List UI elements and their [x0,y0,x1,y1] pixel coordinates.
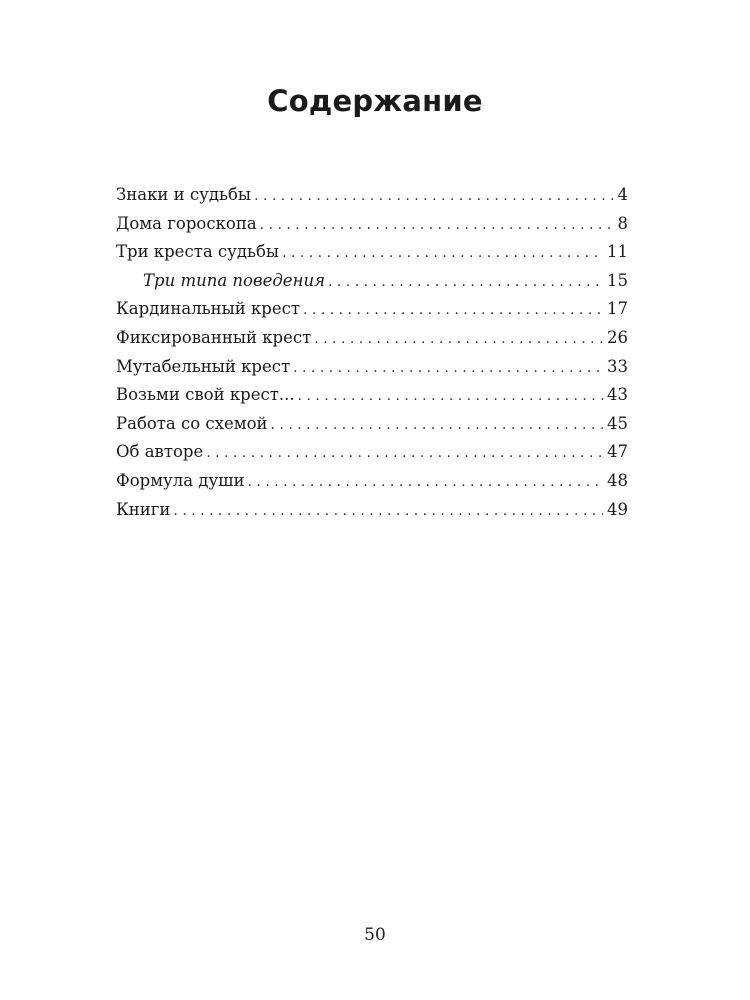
toc-entry-page: 49 [607,499,628,519]
dot-leader [282,239,603,268]
toc-entry-page: 8 [617,213,628,233]
dot-leader [206,439,603,468]
toc-entry [116,381,628,410]
toc-entry [116,496,628,525]
toc-subentry [116,267,628,296]
toc-entry-label: Об авторе [116,442,204,462]
toc-entry-page: 15 [607,270,628,290]
toc-entry-page: 17 [607,299,628,319]
toc-entry-page: 4 [617,185,628,204]
toc-entry-page: 43 [607,385,628,405]
toc-entry [116,238,628,267]
dot-leader [328,268,603,297]
toc-entry [116,210,628,239]
toc-entry-label: Возьми свой крест... [116,385,295,405]
toc-entry-page: 26 [607,327,628,347]
page-title: Содержание [267,84,483,118]
toc-entry-page: 45 [607,413,628,433]
dot-leader [248,468,603,497]
toc-entry-page: 11 [607,242,628,262]
toc-entry-page: 48 [607,470,628,490]
dot-leader [314,325,603,354]
toc-entry [116,324,628,353]
toc-entry-label: Кардинальный крест [116,299,301,319]
toc-entry-label: Знаки и судьбы [116,185,252,204]
toc-entry-label: Фиксированный крест [116,327,312,347]
page-number: 50 [364,925,386,945]
toc-entry-label: Формула души [116,470,245,490]
toc-entry-label: Работа со схемой [116,413,268,433]
dot-leader [271,411,603,440]
toc-entry [116,410,628,439]
toc-entry-label: Три креста судьбы [116,242,280,262]
toc-entry-label: Дома гороскопа [116,213,257,233]
toc-entry-page: 47 [607,442,628,462]
toc-entry-label: Три типа поведения [143,270,325,290]
toc-entry-label: Мутабельный крест [116,356,291,376]
toc-entry [116,353,628,382]
toc-entry [116,295,628,324]
toc-entry-label: Книги [116,499,171,519]
dot-leader [173,497,603,526]
dot-leader [303,296,603,325]
dot-leader [260,211,614,240]
toc-entry [116,181,628,210]
table-of-contents [116,181,628,524]
dot-leader [254,182,613,211]
dot-leader [293,354,603,383]
dot-leader [298,382,603,411]
toc-entry [116,467,628,496]
toc-entry-page: 33 [607,356,628,376]
toc-entry [116,438,628,467]
